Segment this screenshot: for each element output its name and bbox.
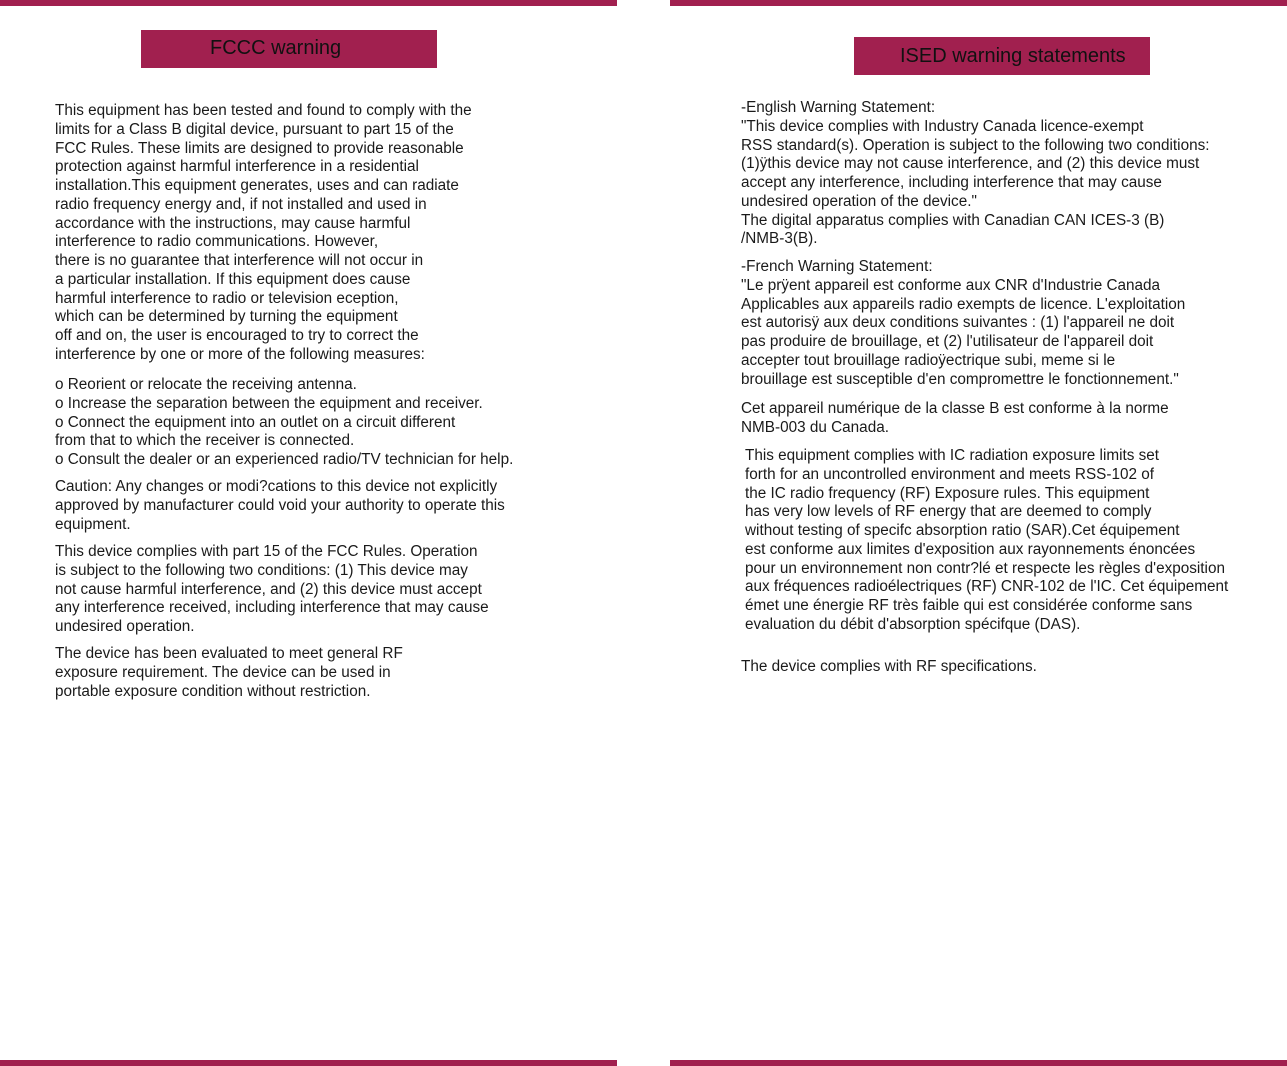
- bottom-right-divider: [670, 1060, 1287, 1066]
- top-right-divider: [670, 0, 1287, 6]
- fcc-caution-paragraph: Caution: Any changes or modi?cations to this device not explicitly approved by manufacturer could void your authority to operate this equipment.: [55, 478, 505, 533]
- fcc-warning-title: FCCC warning: [141, 30, 437, 68]
- ised-english-statement: -English Warning Statement: "This device complies with Industry Canada licence-exempt RSS standard(s). Operation is subject to the following two conditions: (1)ÿthis device may not cause interference, and (2) this device must accept any interference, including interference that may cause undesired operation of the device." The digital apparatus complies with Canadian CAN ICES-3 (B) /NMB-3(B).: [741, 99, 1210, 248]
- ised-ic-exposure-paragraph: This equipment complies with IC radiation exposure limits set forth for an uncontrolled environment and meets RSS-102 of the IC radio frequency (RF) Exposure rules. This equipment has very low levels of RF energy that are deemed to comply without testing of specifc absorption ratio (SAR).Cet équipement est conforme aux limites d'exposition aux rayonnements énoncées pour un environnement non contr?lé et respecte les règles d'exposition aux fréquences radioélectriques (RF) CNR-102 de l'IC. Cet équipement émet une énergie RF très faible qui est considérée conforme sans evaluation du débit d'absorption spécifque (DAS).: [745, 447, 1229, 633]
- bottom-left-divider: [0, 1060, 617, 1066]
- fcc-measures-list: o Reorient or relocate the receiving antenna. o Increase the separation between the equipment and receiver. o Connect the equipment into an outlet on a circuit different from that to which the receiver is connected. o Consult the dealer or an experienced radio/TV technician for help.: [55, 376, 514, 468]
- fcc-part15-paragraph: This device complies with part 15 of the FCC Rules. Operation is subject to the following two conditions: (1) This device may not cause harmful interference, and (2) this device must accept any interference received, including interference that may cause undesired operation.: [55, 543, 489, 635]
- ised-nmb003-paragraph: Cet appareil numérique de la classe B est conforme à la norme NMB-003 du Canada.: [741, 400, 1169, 436]
- top-left-divider: [0, 0, 617, 6]
- ised-warning-title: ISED warning statements: [854, 37, 1150, 75]
- ised-french-statement: -French Warning Statement: "Le prÿent appareil est conforme aux CNR d'Industrie Canada Applicables aux appareils radio exempts de licence. L'exploitation est autorisÿ aux deux conditions suivantes : (1) l'appareil ne doit pas produire de brouillage, et (2) l'utilisateur de l'appareil doit accepter tout brouillage radioÿectrique subi, meme si le brouillage est susceptible d'en compromettre le fonctionnement.": [741, 258, 1186, 388]
- fcc-rf-exposure-paragraph: The device has been evaluated to meet general RF exposure requirement. The device can be used in portable exposure condition without restriction.: [55, 645, 403, 700]
- ised-rf-specs-paragraph: The device complies with RF specifications.: [741, 658, 1037, 675]
- fcc-compliance-paragraph: This equipment has been tested and found to comply with the limits for a Class B digital device, pursuant to part 15 of the FCC Rules. These limits are designed to provide reasonable protection against harmful interference in a residential installation.This equipment generates, uses and can radiate radio frequency energy and, if not installed and used in accordance with the instructions, may cause harmful interference to radio communications. However, there is no guarantee that interference will not occur in a particular installation. If this equipment does cause harmful interference to radio or television eception, which can be determined by turning the equipment off and on, the user is encouraged to try to correct the interference by one or more of the following measures:: [55, 102, 472, 363]
